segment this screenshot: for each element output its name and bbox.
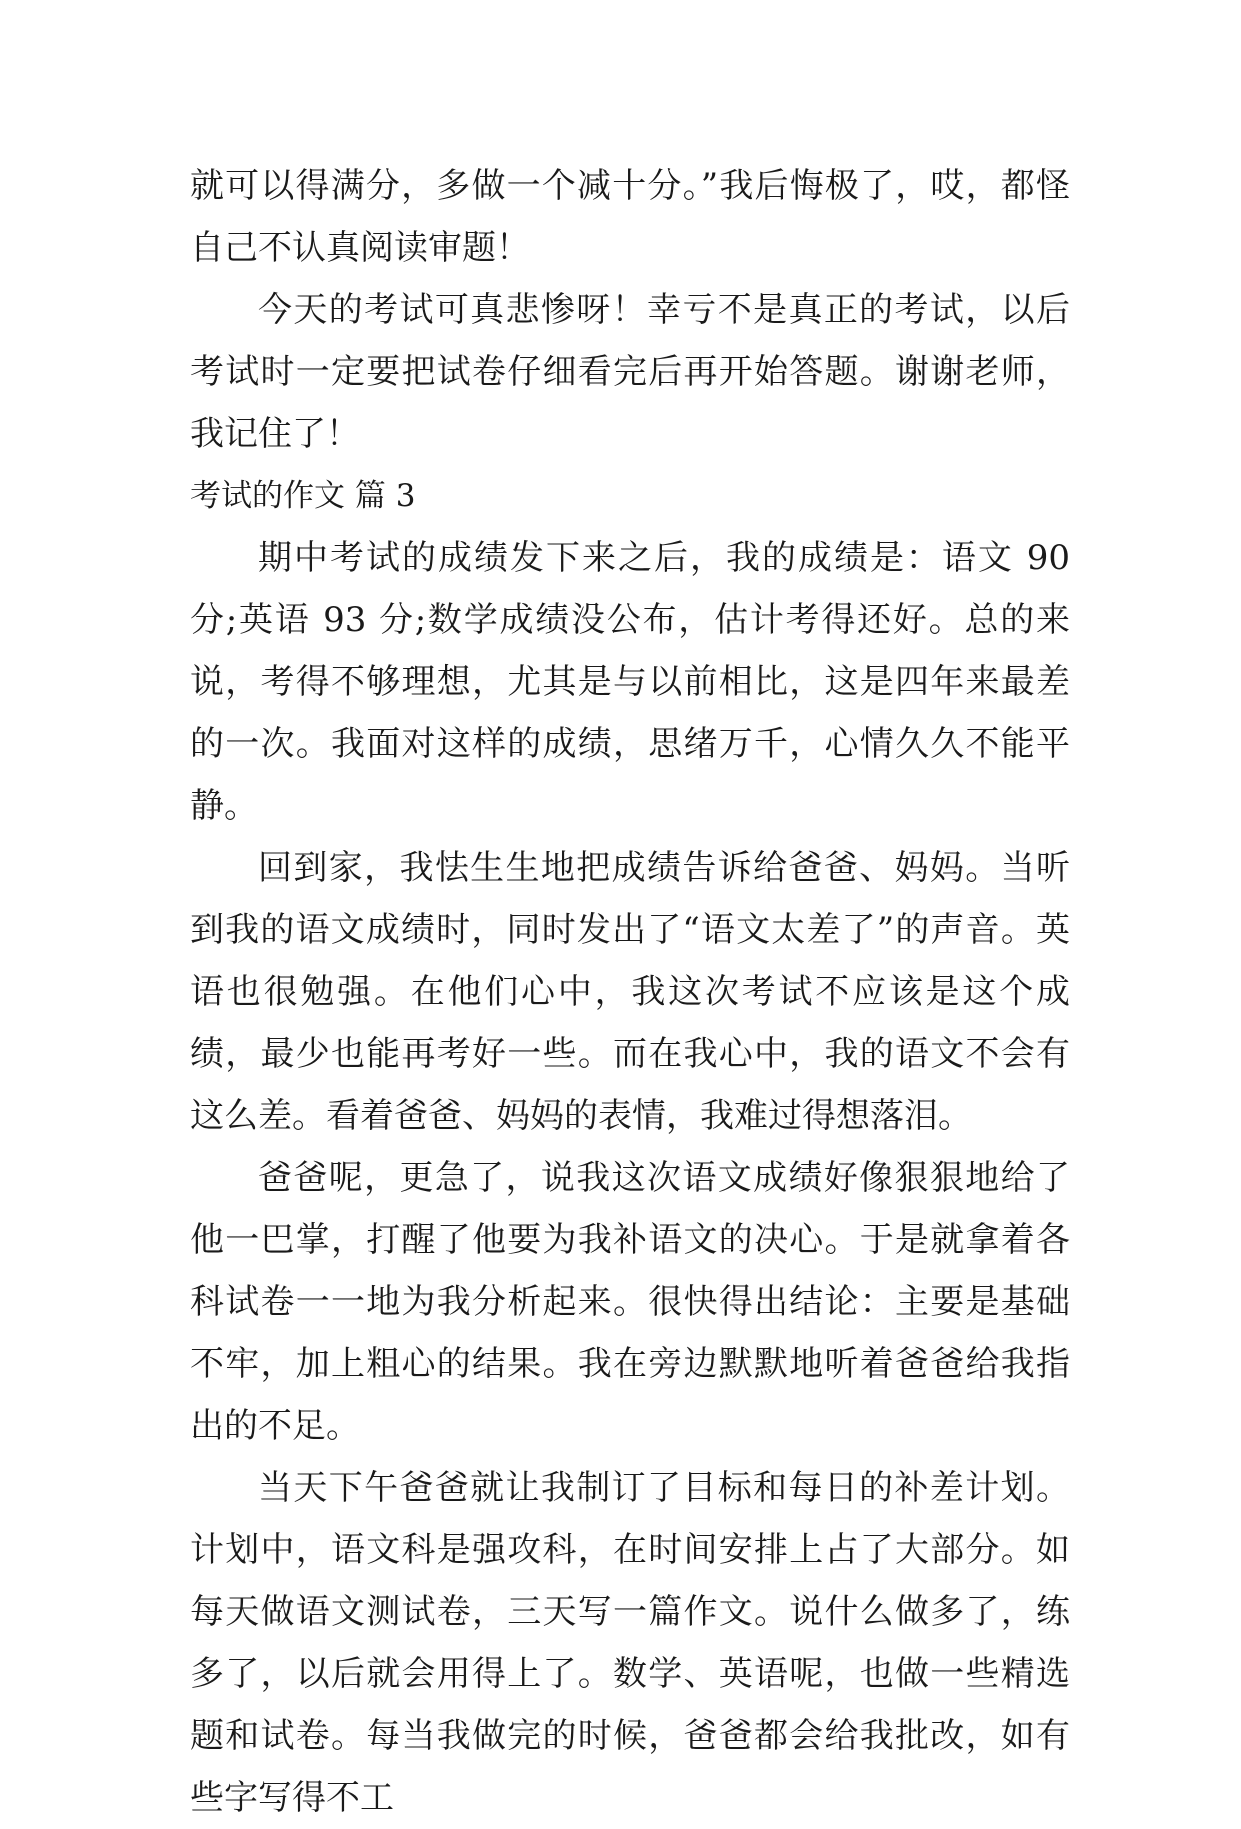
section-paragraph: 当天下午爸爸就让我制订了目标和每日的补差计划。计划中，语文科是强攻科，在时间安排上占了大部分。如每天做语文测试卷，三天写一篇作文。说什么做多了，练多了，以后就会用得上了。数学、英语呢，也做一些精选题和试卷。每当我做完的时候，爸爸都会给我批改，如有些字写得不工: [190, 1468, 1070, 1818]
section-paragraph: 回到家，我怯生生地把成绩告诉给爸爸、妈妈。当听到我的语文成绩时，同时发出了“语文太差了”的声音。英语也很勉强。在他们心中，我这次考试不应该是这个成绩，最少也能再考好一些。而在我心中，我的语文不会有这么差。看着爸爸、妈妈的表情，我难过得想落泪。: [190, 848, 1070, 1136]
paragraph-conclusion: 今天的考试可真悲惨呀！幸亏不是真正的考试，以后考试时一定要把试卷仔细看完后再开始答题。谢谢老师，我记住了！: [190, 290, 1070, 454]
section-paragraph: 爸爸呢，更急了，说我这次语文成绩好像狠狠地给了他一巴掌，打醒了他要为我补语文的决心。于是就拿着各科试卷一一地为我分析起来。很快得出结论：主要是基础不牢，加上粗心的结果。我在旁边默默地听着爸爸给我指出的不足。: [190, 1158, 1070, 1446]
section-title: 考试的作文 篇 3: [190, 478, 416, 514]
document-body: [190, 155, 1070, 1829]
paragraph-continued: 就可以得满分，多做一个减十分。”我后悔极了，哎，都怪自己不认真阅读审题！: [190, 166, 1070, 268]
section-paragraph: 期中考试的成绩发下来之后，我的成绩是：语文 90 分;英语 93 分;数学成绩没公布，估计考得还好。总的来说，考得不够理想，尤其是与以前相比，这是四年来最差的一次。我面对这样的成绩，思绪万千，心情久久不能平静。: [190, 538, 1070, 826]
